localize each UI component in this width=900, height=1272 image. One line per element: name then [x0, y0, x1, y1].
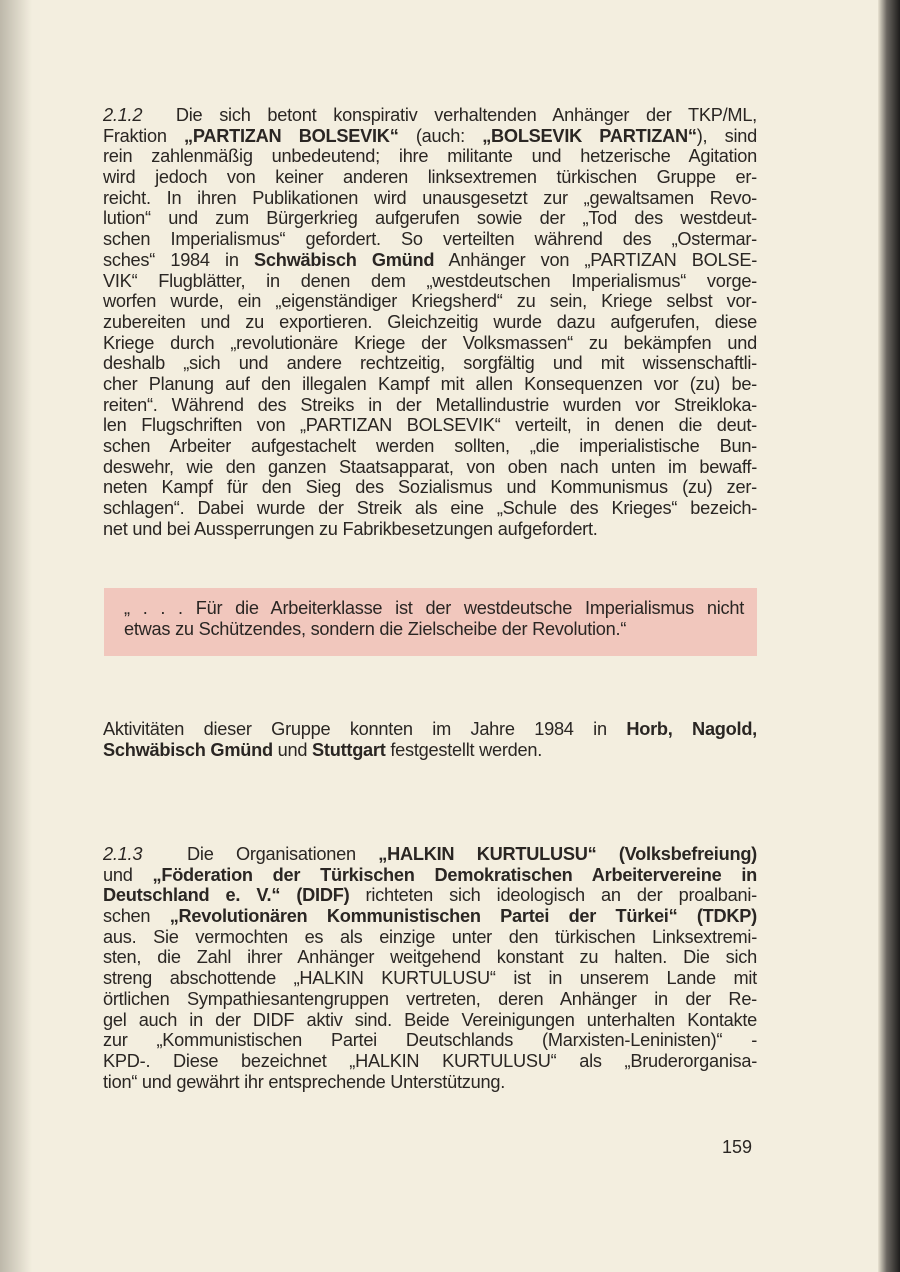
text-line [103, 968, 757, 989]
text-segment: deswehr, wie den ganzen Staatsapparat, von oben nach unten im bewaff- [103, 456, 757, 477]
text-segment: „ . . . Für die Arbeiterklasse ist der westdeutsche Imperialismus nicht [124, 598, 744, 618]
text-line [103, 395, 757, 416]
text-line [103, 333, 757, 354]
text-segment: und [272, 739, 313, 760]
section-number: 2.1.3 [103, 844, 143, 864]
text-segment: wird jedoch von keiner anderen linksextremen türkischen Gruppe er- [103, 167, 757, 188]
text-segment: reiten“. Während des Streiks in der Metallindustrie wurden vor Streikloka- [103, 394, 757, 415]
bold-text: „HALKIN KURTULUSU“ (Volksbefreiung) [378, 844, 757, 864]
text-segment: lution“ und zum Bürgerkrieg aufgerufen sowie der „Tod des westdeut- [103, 208, 757, 229]
text-line [103, 1030, 757, 1051]
text-line [124, 598, 744, 619]
text-segment: richteten sich ideologisch an der proalbani- [349, 885, 757, 906]
page-gutter-shadow [0, 0, 32, 1272]
text-line [103, 906, 757, 927]
page-number: 159 [722, 1137, 753, 1157]
text-segment: schen [103, 906, 170, 927]
text-line [103, 353, 757, 374]
text-segment: schen Arbeiter aufgestachelt werden sollten, „die imperialistische Bun- [103, 436, 757, 456]
text-line [103, 1072, 757, 1093]
text-segment: VIK“ Flugblätter, in denen dem „westdeutschen Imperialismus“ vorge- [103, 270, 757, 291]
text-line [103, 947, 757, 968]
quote-text [124, 598, 744, 639]
text-line [103, 105, 757, 126]
bold-text: Deutschland e. V.“ (DIDF) [103, 885, 350, 906]
text-line [103, 989, 757, 1010]
text-segment: neten Kampf für den Sieg des Sozialismus und Kommunismus (zu) zer- [103, 477, 757, 498]
text-segment: rein zahlenmäßig unbedeutend; ihre militante und hetzerische Agitation [103, 146, 757, 167]
bold-text: „Revolutionären Kommunistischen Partei der Türkei“ (TDKP) [169, 906, 757, 927]
text-line [103, 719, 757, 740]
quote-box [104, 588, 757, 656]
text-line [103, 844, 757, 865]
bold-text: „PARTIZAN BOLSEVIK“ [184, 125, 399, 146]
text-line [103, 229, 757, 250]
text-segment: deshalb „sich und andere rechtzeitig, sorgfältig und mit wissenschaftli- [103, 353, 757, 374]
activities-paragraph [103, 719, 757, 760]
text-line [103, 208, 757, 229]
text-line [103, 498, 757, 519]
text-segment: zur „Kommunistischen Partei Deutschlands (Marxisten-Leninisten)“ - [103, 1030, 757, 1051]
text-line [103, 291, 757, 312]
text-segment: worfen wurde, ein „eigenständiger Kriegsherd“ zu sein, Kriege selbst vor- [103, 291, 757, 312]
text-segment: streng abschottende „HALKIN KURTULUSU“ ist in unserem Lande mit [103, 968, 757, 989]
text-segment: schlagen“. Dabei wurde der Streik als eine „Schule des Krieges“ bezeich- [103, 498, 757, 519]
text-line [103, 167, 757, 188]
text-line [103, 415, 757, 436]
text-segment: sten, die Zahl ihrer Anhänger weitgehend konstant zu halten. Die sich [103, 947, 757, 968]
text-line [124, 619, 744, 640]
text-segment: Die sich betont konspirativ verhaltenden Anhänger der TKP/ML, [142, 105, 757, 125]
bold-text: „Föderation der Türkischen Demokratischen Arbeitervereine in [152, 864, 757, 885]
text-segment: zubereiten und zu exportieren. Gleichzeitig wurde dazu aufgerufen, diese [103, 311, 757, 332]
text-segment: Fraktion [103, 125, 184, 146]
text-segment: KPD-. Diese bezeichnet „HALKIN KURTULUSU“ als „Bruderorganisa- [103, 1050, 757, 1071]
text-segment: gel auch in der DIDF aktiv sind. Beide Vereinigungen unterhalten Kontakte [103, 1009, 757, 1030]
section-number: 2.1.2 [103, 105, 143, 125]
text-segment: Kriege durch „revolutionäre Kriege der Volksmassen“ zu bekämpfen und [103, 332, 757, 353]
text-line [103, 865, 757, 886]
text-segment: schen Imperialismus“ gefordert. So verteilten während des „Ostermar- [103, 229, 757, 250]
text-line [103, 188, 757, 209]
bold-text: „BOLSEVIK PARTIZAN“ [482, 125, 697, 146]
bold-text: Horb, Nagold, [626, 719, 757, 739]
text-segment: len Flugschriften von „PARTIZAN BOLSEVIK“ verteilt, in denen die deut- [103, 415, 757, 436]
bold-text: Schwäbisch Gmünd [103, 739, 273, 760]
text-segment: reicht. In ihren Publikationen wird unausgesetzt zur „gewaltsamen Revo- [103, 187, 757, 208]
text-line [103, 126, 757, 147]
text-segment: ), sind [696, 125, 757, 146]
text-line [103, 146, 757, 167]
text-line [103, 477, 757, 498]
text-line [103, 740, 757, 761]
text-line [103, 436, 757, 457]
bold-text: Schwäbisch Gmünd [253, 249, 435, 270]
text-segment: aus. Sie vermochten es als einzige unter den türkischen Linksextremi- [103, 926, 757, 947]
text-segment: cher Planung auf den illegalen Kampf mit allen Konsequenzen vor (zu) be- [103, 373, 757, 394]
text-segment: (auch: [398, 125, 483, 146]
section-2-1-3-paragraph [103, 844, 757, 1092]
text-segment: sches“ 1984 in [103, 249, 254, 270]
text-segment: net und bei Aussperrungen zu Fabrikbesetzungen aufgefordert. [103, 518, 598, 539]
text-line [103, 1051, 757, 1072]
text-line [103, 1010, 757, 1031]
text-line [103, 374, 757, 395]
text-segment: Aktivitäten dieser Gruppe konnten im Jahre 1984 in [103, 719, 627, 739]
text-segment: etwas zu Schützendes, sondern die Zielscheibe der Revolution.“ [124, 618, 627, 639]
text-line [103, 927, 757, 948]
text-segment: und [103, 864, 153, 885]
text-line [103, 457, 757, 478]
text-line [103, 250, 757, 271]
text-segment: festgestellt werden. [385, 739, 543, 760]
section-2-1-2-paragraph [103, 105, 757, 539]
text-segment: Die Organisationen [142, 844, 379, 864]
bold-text: Stuttgart [312, 739, 386, 760]
text-segment: Anhänger von „PARTIZAN BOLSE- [434, 249, 758, 270]
text-line [103, 519, 757, 540]
text-line [103, 885, 757, 906]
text-segment: tion“ und gewährt ihr entsprechende Unterstützung. [103, 1071, 506, 1092]
text-line [103, 271, 757, 292]
text-segment: örtlichen Sympathiesantengruppen vertreten, deren Anhänger in der Re- [103, 988, 757, 1009]
book-binding-edge [878, 0, 900, 1272]
text-line [103, 312, 757, 333]
